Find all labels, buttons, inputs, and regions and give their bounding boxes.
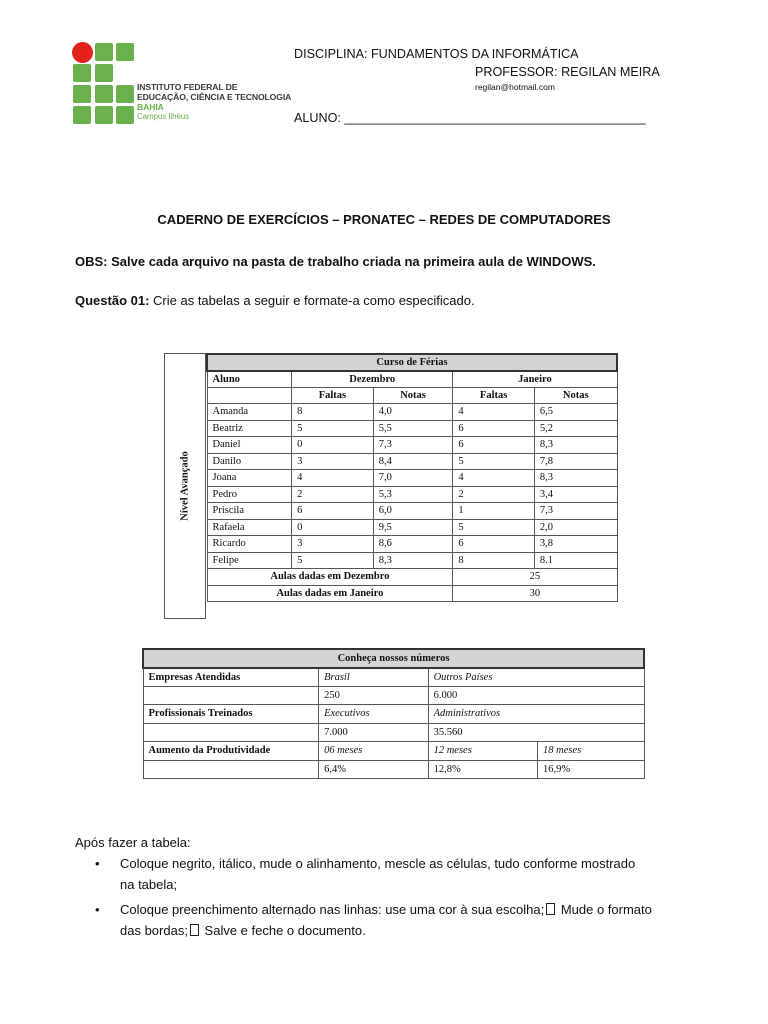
bullet2-line1b: Mude o formato <box>557 902 652 917</box>
col-janeiro: Janeiro <box>453 371 617 388</box>
brasil-header: Brasil <box>319 668 429 687</box>
cell-dez-notas: 7,3 <box>373 437 453 454</box>
cell-dez-notas: 8,6 <box>373 536 453 553</box>
cell-dez-notas: 5,3 <box>373 486 453 503</box>
cell-jan-faltas: 4 <box>453 470 535 487</box>
m18-header: 18 meses <box>538 742 644 761</box>
table1-title: Curso de Férias <box>207 354 617 371</box>
table-row <box>207 486 617 503</box>
cell-jan-notas: 5,2 <box>534 420 617 437</box>
cell-jan-notas: 8,3 <box>534 470 617 487</box>
table-row <box>207 503 617 520</box>
question-label: Questão 01: <box>75 293 150 308</box>
outros-value: 6.000 <box>428 686 644 705</box>
cell-jan-faltas: 4 <box>453 404 535 421</box>
sub-dez-notas: Notas <box>373 387 453 404</box>
administrativos-value: 35.560 <box>428 723 644 742</box>
table-row <box>207 453 617 470</box>
institution-logo <box>72 42 136 124</box>
cell-dez-notas: 6,0 <box>373 503 453 520</box>
m6-header: 06 meses <box>319 742 429 761</box>
bullet-icon: • <box>95 856 100 871</box>
question-text: Crie as tabelas a seguir e formate-a como especificado. <box>149 293 475 308</box>
cell-jan-notas: 6,5 <box>534 404 617 421</box>
m18-value: 16,9% <box>538 760 644 779</box>
logo-line-3: BAHIA <box>137 102 164 112</box>
table2-title: Conheça nossos números <box>143 649 644 668</box>
aluno-line: ALUNO: ___________________________________________ <box>294 111 646 125</box>
executivos-value: 7.000 <box>319 723 429 742</box>
col-aluno: Aluno <box>207 371 292 388</box>
cell-dez-faltas: 3 <box>292 536 374 553</box>
cell-dez-notas: 8,4 <box>373 453 453 470</box>
document-title: CADERNO DE EXERCÍCIOS – PRONATEC – REDES DE COMPUTADORES <box>157 212 611 227</box>
table-row <box>207 437 617 454</box>
cell-nome: Beatriz <box>207 420 292 437</box>
missing-glyph-icon <box>546 903 555 915</box>
sub-jan-notas: Notas <box>534 387 617 404</box>
missing-glyph-icon <box>190 924 199 936</box>
cell-jan-notas: 3,4 <box>534 486 617 503</box>
cell-dez-notas: 5,5 <box>373 420 453 437</box>
empty-cell <box>143 723 319 742</box>
professor-email: regilan@hotmail.com <box>475 82 555 92</box>
cell-dez-faltas: 0 <box>292 519 374 536</box>
cell-nome: Amanda <box>207 404 292 421</box>
list-item <box>75 853 715 897</box>
sub-dez-faltas: Faltas <box>292 387 374 404</box>
cell-jan-notas: 2,0 <box>534 519 617 536</box>
cell-jan-faltas: 5 <box>453 453 535 470</box>
outros-header: Outros Países <box>428 668 644 687</box>
cell-dez-notas: 7,0 <box>373 470 453 487</box>
cell-jan-faltas: 6 <box>453 420 535 437</box>
cell-dez-faltas: 8 <box>292 404 374 421</box>
cell-dez-faltas: 0 <box>292 437 374 454</box>
footer-jan-value: 30 <box>453 585 617 602</box>
sub-jan-faltas: Faltas <box>453 387 535 404</box>
table-curso-ferias <box>164 353 618 619</box>
cell-jan-notas: 7,8 <box>534 453 617 470</box>
cell-dez-faltas: 6 <box>292 503 374 520</box>
cell-nome: Joana <box>207 470 292 487</box>
table-nossos-numeros <box>142 648 645 779</box>
cell-jan-notas: 7,3 <box>534 503 617 520</box>
side-label: Nível Avançado <box>179 451 191 521</box>
logo-line-4: Campus Ilhéus <box>137 112 190 121</box>
disciplina-line: DISCIPLINA: FUNDAMENTOS DA INFORMÁTICA <box>294 47 579 61</box>
logo-red-dot <box>72 42 93 63</box>
bullet1-line2: na tabela; <box>120 877 178 892</box>
produtividade-label: Aumento da Produtividade <box>143 742 319 761</box>
m12-value: 12,8% <box>428 760 537 779</box>
m6-value: 6,4% <box>319 760 429 779</box>
cell-dez-faltas: 5 <box>292 420 374 437</box>
bullet-icon: • <box>95 902 100 917</box>
cell-jan-notas: 3,8 <box>534 536 617 553</box>
logo-line-2: EDUCAÇÃO, CIÊNCIA E TECNOLOGIA <box>137 92 292 102</box>
after-heading: Após fazer a tabela: <box>75 835 191 850</box>
footer-dez-label: Aulas dadas em Dezembro <box>207 569 453 586</box>
empty-cell <box>143 760 319 779</box>
bullet1-line1: Coloque negrito, itálico, mude o alinhamento, mescle as células, tudo conforme mostrado <box>120 856 636 871</box>
bullet2-line2 <box>120 920 710 941</box>
professor-line: PROFESSOR: REGILAN MEIRA <box>475 65 660 79</box>
empty-cell <box>207 387 292 404</box>
cell-jan-faltas: 2 <box>453 486 535 503</box>
table-row <box>207 404 617 421</box>
cell-jan-faltas: 8 <box>453 552 535 569</box>
cell-jan-faltas: 6 <box>453 536 535 553</box>
cell-dez-faltas: 5 <box>292 552 374 569</box>
curso-ferias-grid <box>206 353 618 602</box>
cell-jan-notas: 8,3 <box>534 437 617 454</box>
question-01 <box>75 293 475 308</box>
cell-nome: Pedro <box>207 486 292 503</box>
side-label-cell <box>164 353 206 619</box>
bullet2-line1 <box>120 899 710 920</box>
cell-jan-faltas: 5 <box>453 519 535 536</box>
profissionais-label: Profissionais Treinados <box>143 705 319 724</box>
cell-dez-notas: 4,0 <box>373 404 453 421</box>
cell-dez-faltas: 3 <box>292 453 374 470</box>
brasil-value: 250 <box>319 686 429 705</box>
cell-jan-faltas: 1 <box>453 503 535 520</box>
cell-nome: Felipe <box>207 552 292 569</box>
cell-nome: Rafaela <box>207 519 292 536</box>
table-row <box>207 470 617 487</box>
cell-nome: Priscila <box>207 503 292 520</box>
bullet2-line2b: Salve e feche o documento. <box>200 923 366 938</box>
logo-text <box>137 82 291 122</box>
table-row <box>207 552 617 569</box>
executivos-header: Executivos <box>319 705 429 724</box>
bullet2-line1a: Coloque preenchimento alternado nas linhas: use uma cor à sua escolha; <box>120 902 545 917</box>
empty-cell <box>143 686 319 705</box>
list-item <box>75 899 715 943</box>
footer-jan-label: Aulas dadas em Janeiro <box>207 585 453 602</box>
col-dezembro: Dezembro <box>292 371 453 388</box>
bullet2-line2a: das bordas; <box>120 923 188 938</box>
table-row <box>207 420 617 437</box>
cell-dez-faltas: 4 <box>292 470 374 487</box>
table-row <box>207 536 617 553</box>
cell-dez-faltas: 2 <box>292 486 374 503</box>
footer-dez-value: 25 <box>453 569 617 586</box>
cell-dez-notas: 9,5 <box>373 519 453 536</box>
obs-note: OBS: Salve cada arquivo na pasta de trabalho criada na primeira aula de WINDOWS. <box>75 254 596 269</box>
cell-nome: Ricardo <box>207 536 292 553</box>
cell-nome: Daniel <box>207 437 292 454</box>
logo-line-1: INSTITUTO FEDERAL DE <box>137 82 238 92</box>
cell-jan-faltas: 6 <box>453 437 535 454</box>
administrativos-header: Administrativos <box>428 705 644 724</box>
cell-dez-notas: 8,3 <box>373 552 453 569</box>
table-row <box>207 519 617 536</box>
cell-nome: Danilo <box>207 453 292 470</box>
m12-header: 12 meses <box>428 742 537 761</box>
empresas-label: Empresas Atendidas <box>143 668 319 687</box>
cell-jan-notas: 8.1 <box>534 552 617 569</box>
